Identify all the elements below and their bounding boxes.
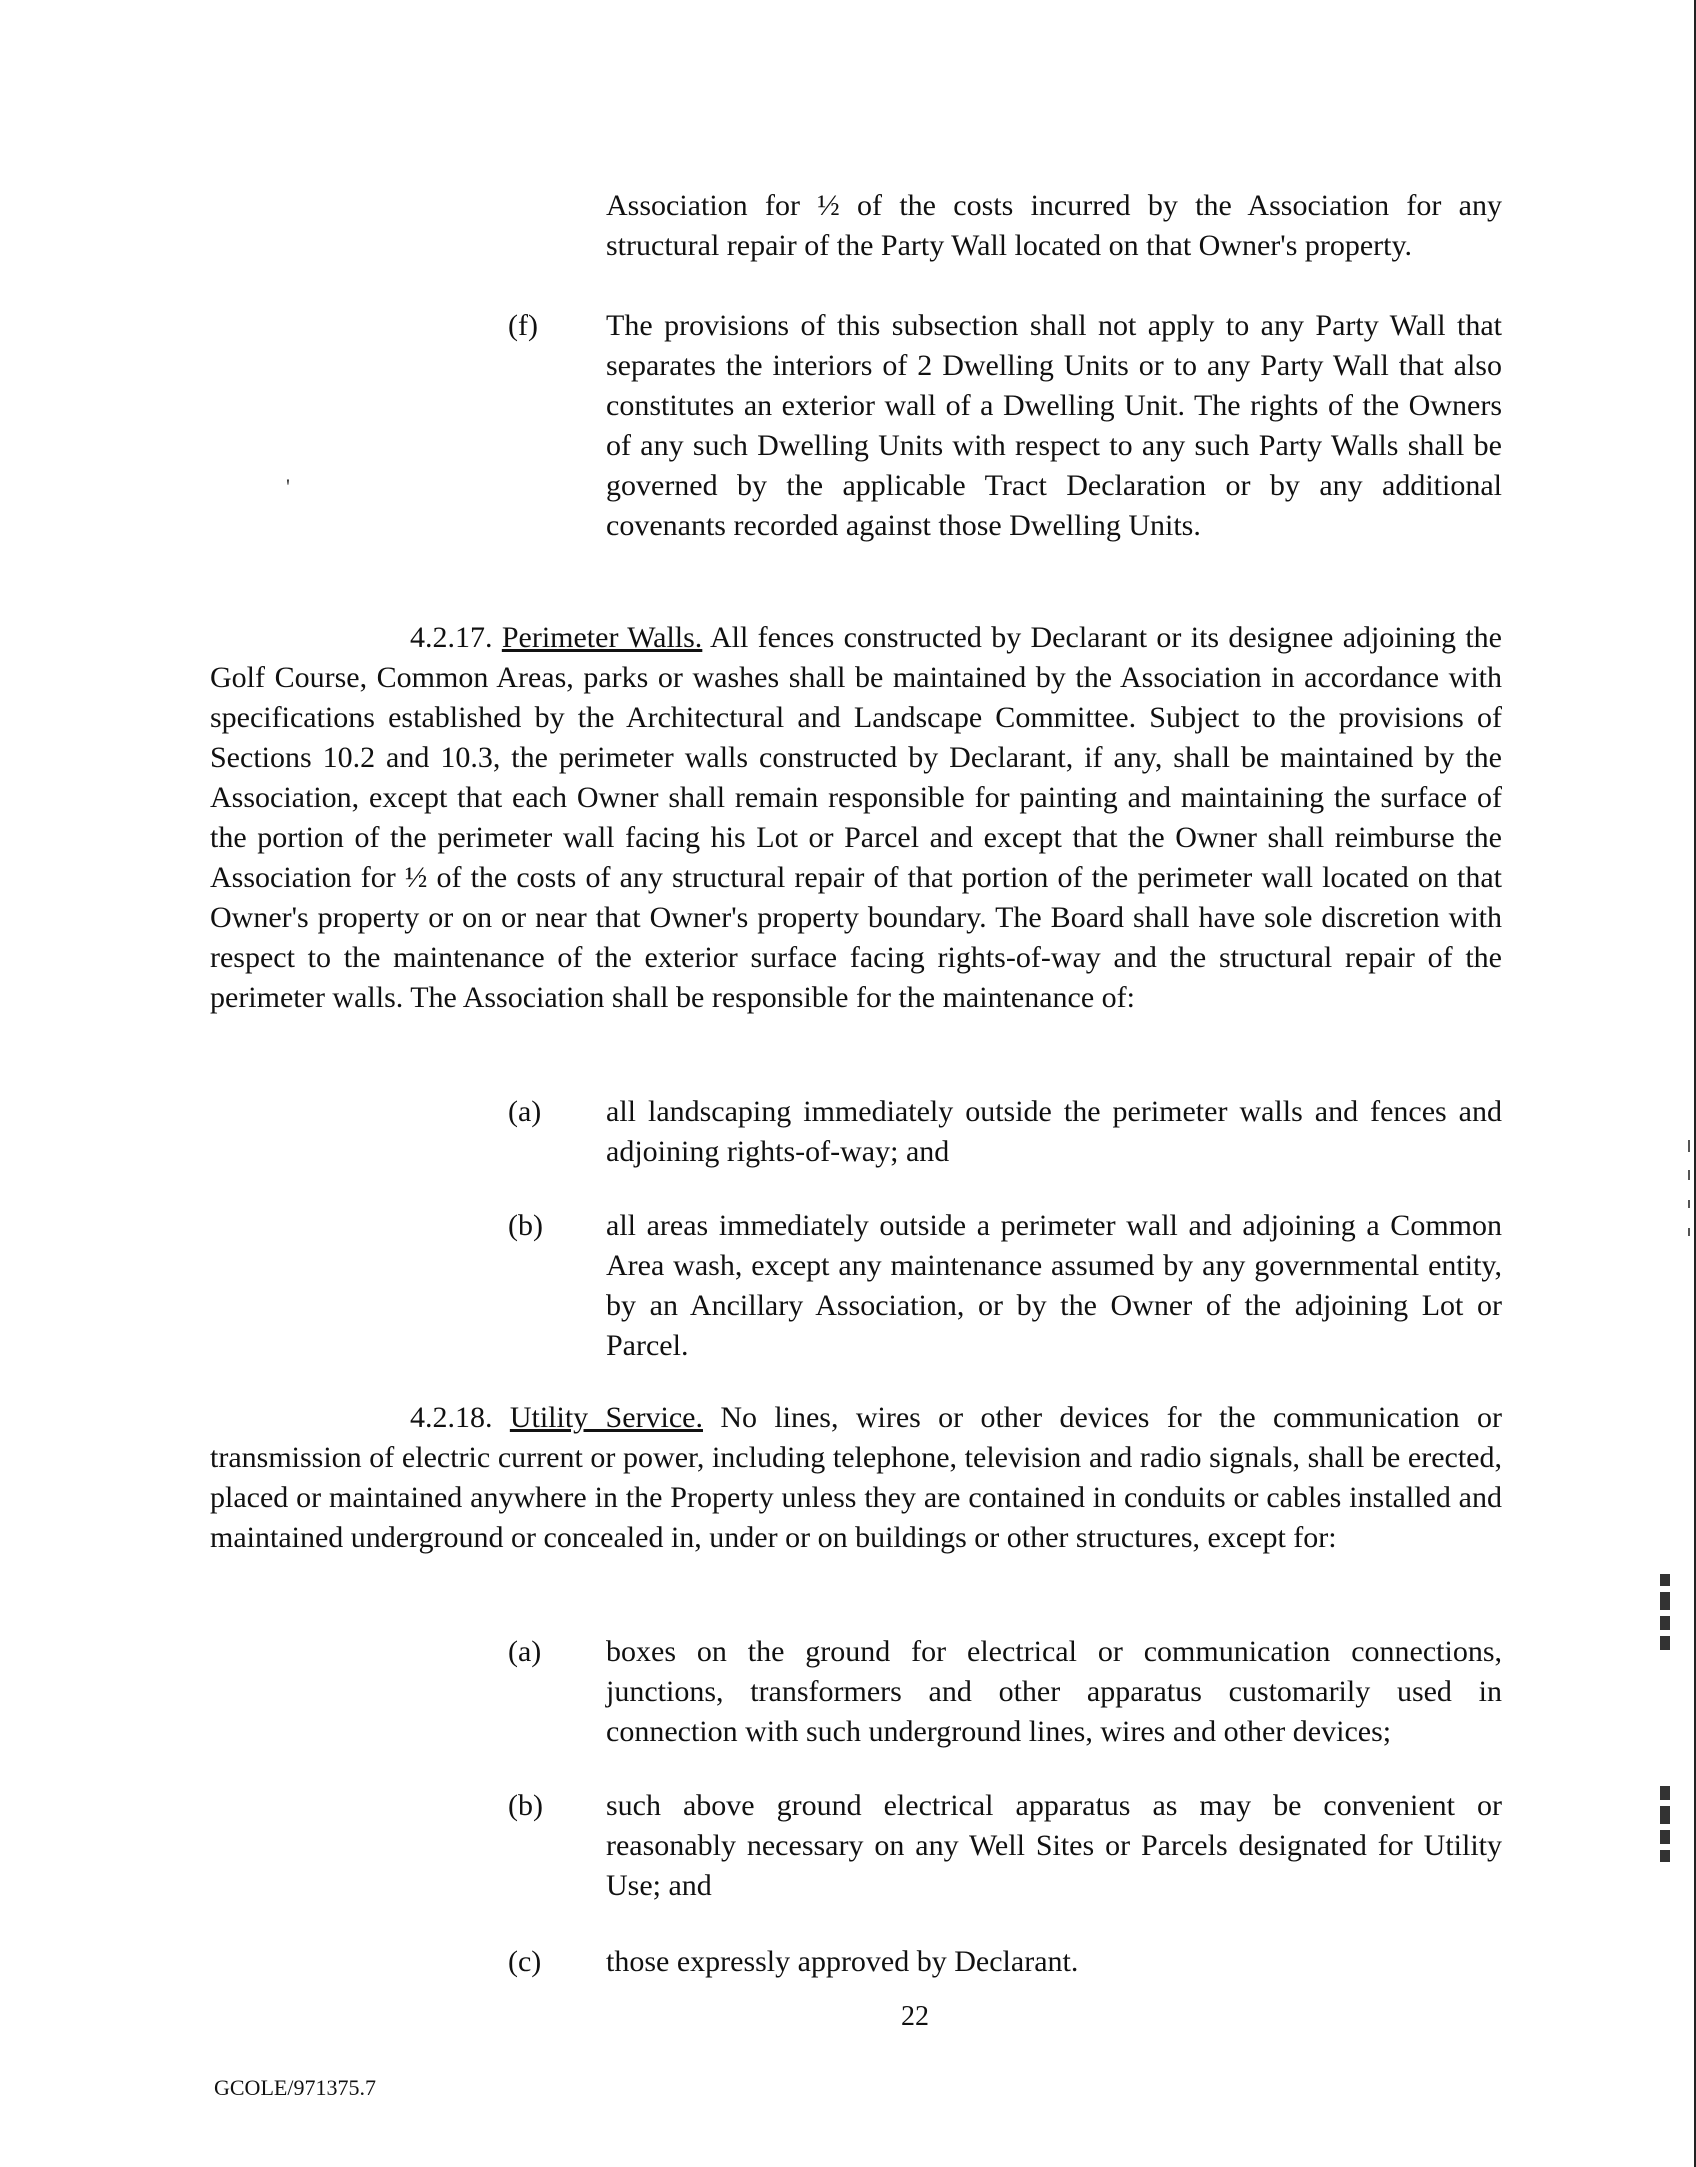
item-f-label: (f) bbox=[508, 309, 538, 342]
margin-tick bbox=[1688, 1140, 1690, 1152]
section-4-2-17 bbox=[210, 618, 1502, 1018]
section-4-2-18-item-a-text: boxes on the ground for electrical or communication connections, junctions, transformers and other apparatus customarily used in connection with such underground lines, wires and other devices; bbox=[606, 1635, 1502, 1748]
section-4-2-17-item-b-label: (b) bbox=[508, 1209, 543, 1242]
margin-tick bbox=[1688, 1228, 1690, 1236]
bates-stamp-upper bbox=[1650, 1574, 1680, 1650]
margin-tick bbox=[1688, 1200, 1690, 1208]
section-4-2-18-number: 4.2.18. bbox=[410, 1401, 493, 1434]
item-f-text: The provisions of this subsection shall not apply to any Party Wall that separates the interiors of 2 Dwelling Units or to any Party Wall that also constitutes an exterior wall of a Dwelling Unit. The rights of the Owners of any such Dwelling Units with respect to any such Party Walls shall be governed by the applicable Tract Declaration or by any additional covenants recorded against those Dwelling Units. bbox=[606, 309, 1502, 542]
stray-mark: ' bbox=[286, 474, 290, 499]
section-4-2-17-item-a-text: all landscaping immediately outside the perimeter walls and fences and adjoining rights-of-way; and bbox=[606, 1095, 1502, 1168]
section-4-2-17-heading: Perimeter Walls. bbox=[501, 621, 703, 654]
page-number: 22 bbox=[901, 2001, 929, 2032]
section-4-2-17-item-a-label: (a) bbox=[508, 1095, 542, 1128]
bates-stamp-lower bbox=[1650, 1786, 1680, 1862]
section-4-2-18-item-a-label: (a) bbox=[508, 1635, 542, 1668]
section-4-2-18 bbox=[210, 1398, 1502, 1558]
section-4-2-18-item-c-text: those expressly approved by Declarant. bbox=[606, 1945, 1079, 1978]
section-4-2-17-number: 4.2.17. bbox=[410, 621, 493, 654]
section-4-2-18-item-b-text: such above ground electrical apparatus as may be convenient or reasonably necessary on any Well Sites or Parcels designated for Utility Use; and bbox=[606, 1789, 1502, 1902]
document-id: GCOLE/971375.7 bbox=[214, 2075, 376, 2100]
section-4-2-18-body: No lines, wires or other devices for the communication or transmission of electric current or power, including telephone, television and radio signals, shall be erected, placed or maintained anywhere in the Property unless they are contained in conduits or cables installed and maintained underground or concealed in, under or on buildings or other structures, except for: bbox=[210, 1401, 1503, 1554]
section-4-2-18-heading: Utility Service. bbox=[509, 1401, 703, 1434]
section-4-2-18-item-c-label: (c) bbox=[508, 1945, 542, 1978]
continuation-paragraph: Association for ½ of the costs incurred by the Association for any structural repair of the Party Wall located on that Owner's property. bbox=[606, 189, 1502, 262]
section-4-2-17-item-b-text: all areas immediately outside a perimeter wall and adjoining a Common Area wash, except any maintenance assumed by any governmental entity, by an Ancillary Association, or by the Owner of the adjoining Lot or Parcel. bbox=[606, 1209, 1502, 1362]
section-4-2-18-item-b-label: (b) bbox=[508, 1789, 543, 1822]
margin-tick bbox=[1688, 1170, 1690, 1180]
section-4-2-17-body: All fences constructed by Declarant or its designee adjoining the Golf Course, Common Areas, parks or washes shall be maintained by the Association in accordance with specifications established by the Architectural and Landscape Committee. Subject to the provisions of Sections 10.2 and 10.3, the perimeter walls constructed by Declarant, if any, shall be maintained by the Association, except that each Owner shall remain responsible for painting and maintaining the surface of the portion of the perimeter wall facing his Lot or Parcel and except that the Owner shall reimburse the Association for ½ of the costs of any structural repair of that portion of the perimeter wall located on that Owner's property or on or near that Owner's property boundary. The Board shall have sole discretion with respect to the maintenance of the exterior surface facing rights-of-way and the structural repair of the perimeter walls. The Association shall be responsible for the maintenance of: bbox=[210, 621, 1503, 1014]
